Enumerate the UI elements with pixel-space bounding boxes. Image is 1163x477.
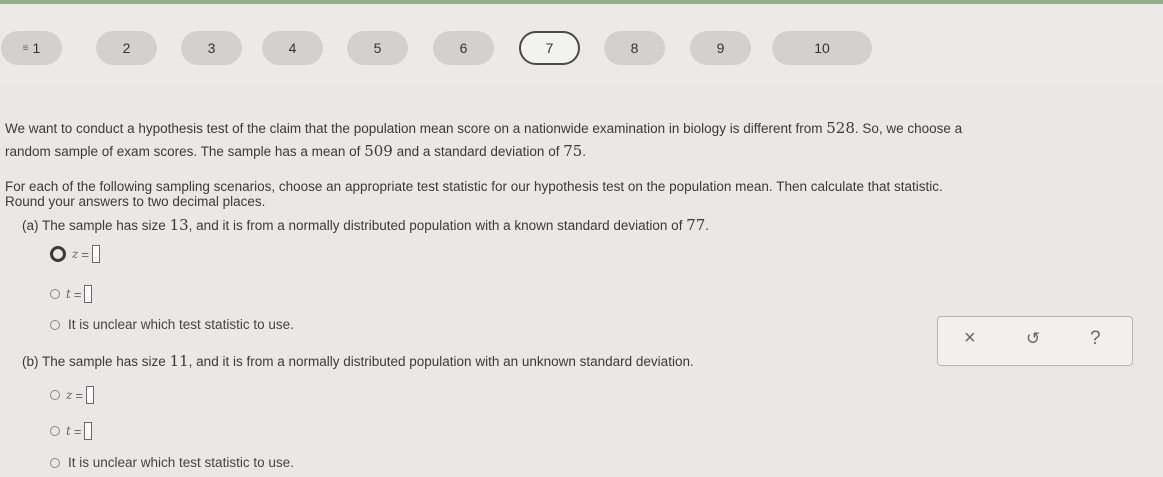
t-symbol: t <box>66 287 71 301</box>
problem-text: . So, we choose a <box>854 121 963 136</box>
problem-text: random sample of exam scores. The sample has a mean of <box>5 144 365 159</box>
nav-question-4[interactable] <box>262 31 323 65</box>
nav-question-10[interactable] <box>772 31 872 65</box>
nav-question-6[interactable] <box>433 31 494 65</box>
nav-label: 3 <box>207 40 216 56</box>
nav-label: 5 <box>373 40 382 56</box>
part-a-text: (a) The sample has size <box>22 218 170 233</box>
problem-text: . <box>582 144 587 159</box>
menu-icon: ≡ <box>22 42 29 54</box>
radio-button[interactable] <box>50 289 60 299</box>
nav-question-7[interactable] <box>519 31 580 65</box>
answer-input-box[interactable] <box>84 422 92 440</box>
problem-text: We want to conduct a hypothesis test of the claim that the population mean score on a nationwide examination in biology is different from <box>5 121 827 136</box>
nav-label: 9 <box>716 40 725 56</box>
radio-button[interactable] <box>50 458 60 468</box>
part-b-option-z[interactable] <box>50 386 94 404</box>
sample-mean: 509 <box>364 142 393 160</box>
nav-question-8[interactable] <box>604 31 665 65</box>
nav-label: 10 <box>814 40 830 56</box>
sample-sd: 75 <box>563 142 583 160</box>
equals-sign: = <box>73 423 82 439</box>
radio-button[interactable] <box>50 426 60 436</box>
equals-sign: = <box>73 286 82 302</box>
nav-label: 6 <box>459 40 468 56</box>
instructions-line-2: Round your answers to two decimal places. <box>5 194 266 209</box>
nav-label: 4 <box>288 40 297 56</box>
z-symbol: z <box>72 247 79 261</box>
radio-button[interactable] <box>50 246 66 262</box>
close-icon[interactable]: × <box>964 327 976 349</box>
answer-input-box[interactable] <box>86 386 94 404</box>
answer-toolbox <box>937 316 1133 366</box>
undo-icon[interactable]: ↺ <box>1026 329 1041 348</box>
problem-line-1 <box>5 119 962 138</box>
part-a-text: . <box>705 218 710 233</box>
radio-button[interactable] <box>50 390 60 400</box>
part-a-option-t[interactable] <box>50 285 92 303</box>
z-symbol: z <box>66 388 73 402</box>
radio-button[interactable] <box>50 320 60 330</box>
equals-sign: = <box>81 246 89 262</box>
part-a-option-z[interactable] <box>50 245 100 263</box>
answer-input-box[interactable] <box>84 285 92 303</box>
instructions-line-1: For each of the following sampling scenarios, choose an appropriate test statistic for our hypothesis test on the population mean. Then calculate that statistic. <box>5 179 943 194</box>
nav-question-3[interactable] <box>181 31 242 65</box>
nav-question-5[interactable] <box>347 31 408 65</box>
option-label: It is unclear which test statistic to use. <box>68 455 294 470</box>
part-a-text: , and it is from a normally distributed population with a known standard deviation of <box>188 218 687 233</box>
part-a-prompt <box>22 216 709 235</box>
part-b-option-unclear[interactable] <box>50 455 294 470</box>
problem-line-2 <box>5 142 586 161</box>
nav-label: 8 <box>630 40 639 56</box>
nav-label: 1 <box>32 40 41 56</box>
problem-text: and a standard deviation of <box>392 144 564 159</box>
help-icon[interactable]: ? <box>1090 328 1101 349</box>
t-symbol: t <box>66 424 71 438</box>
part-b-text: , and it is from a normally distributed population with an unknown standard deviation. <box>188 354 694 369</box>
answer-input-box[interactable] <box>92 245 100 263</box>
part-b-sample-size: 11 <box>169 352 189 370</box>
hypothesized-mean: 528 <box>826 119 855 137</box>
part-b-option-t[interactable] <box>50 422 92 440</box>
part-b-prompt <box>22 352 694 371</box>
part-b-text: (b) The sample has size <box>22 354 170 369</box>
question-nav-bar <box>0 4 1163 84</box>
nav-label: 7 <box>545 40 554 56</box>
nav-question-9[interactable] <box>690 31 751 65</box>
part-a-population-sd: 77 <box>686 216 706 234</box>
nav-label: 2 <box>122 40 131 56</box>
nav-question-2[interactable] <box>96 31 157 65</box>
option-label: It is unclear which test statistic to use. <box>68 317 294 332</box>
nav-question-1[interactable] <box>1 31 62 65</box>
part-a-option-unclear[interactable] <box>50 317 294 332</box>
equals-sign: = <box>75 387 83 403</box>
part-a-sample-size: 13 <box>169 216 189 234</box>
